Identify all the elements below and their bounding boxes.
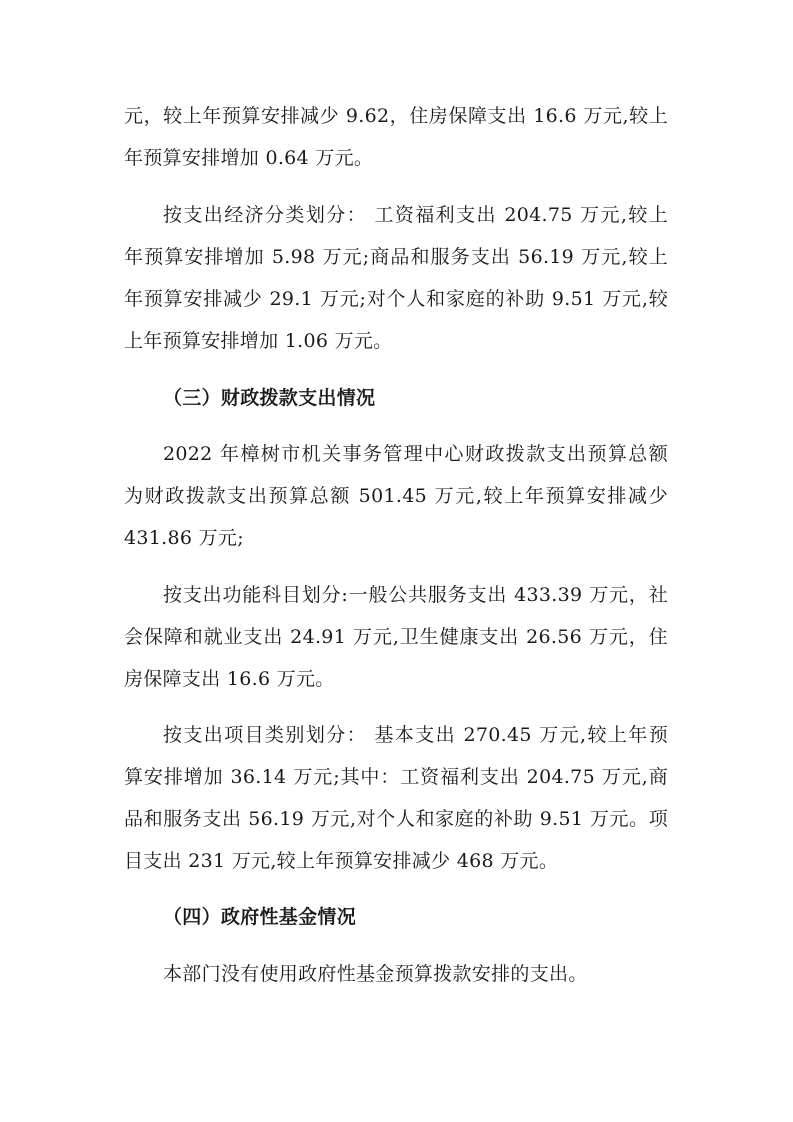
paragraph-line: 房保障支出 16.6 万元。: [124, 668, 335, 690]
paragraph-line: 年预算安排减少 29.1 万元;对个人和家庭的补助 9.51 万元,较: [124, 288, 668, 310]
section-heading: （三）财政拨款支出情况: [163, 387, 376, 409]
paragraph-line: 按支出功能科目划分:一般公共服务支出 433.39 万元，社: [163, 584, 668, 606]
section-heading: （四）政府性基金情况: [163, 906, 357, 928]
paragraph-line: 上年预算安排增加 1.06 万元。: [124, 330, 393, 352]
paragraph-line: 算安排增加 36.14 万元;其中：工资福利支出 204.75 万元,商: [124, 766, 668, 788]
paragraph-line: 2022 年樟树市机关事务管理中心财政拨款支出预算总额: [163, 443, 668, 465]
paragraph-line: 年预算安排增加 5.98 万元;商品和服务支出 56.19 万元,较上: [124, 246, 668, 268]
paragraph-line: 本部门没有使用政府性基金预算拨款安排的支出。: [163, 963, 588, 985]
paragraph-line: 目支出 231 万元,较上年预算安排减少 468 万元。: [124, 850, 559, 872]
paragraph-line: 431.86 万元;: [124, 527, 244, 549]
paragraph-line: 会保障和就业支出 24.91 万元,卫生健康支出 26.56 万元，住: [124, 626, 668, 648]
paragraph-line: 年预算安排增加 0.64 万元。: [124, 147, 374, 169]
paragraph-line: 为财政拨款支出预算总额 501.45 万元,较上年预算安排减少: [124, 485, 668, 507]
paragraph-line: 按支出经济分类划分： 工资福利支出 204.75 万元,较上: [163, 204, 668, 226]
paragraph-line: 按支出项目类别划分： 基本支出 270.45 万元,较上年预: [163, 724, 668, 746]
paragraph-line: 元，较上年预算安排减少 9.62，住房保障支出 16.6 万元,较上: [124, 105, 668, 127]
paragraph-line: 品和服务支出 56.19 万元,对个人和家庭的补助 9.51 万元。项: [124, 808, 668, 830]
